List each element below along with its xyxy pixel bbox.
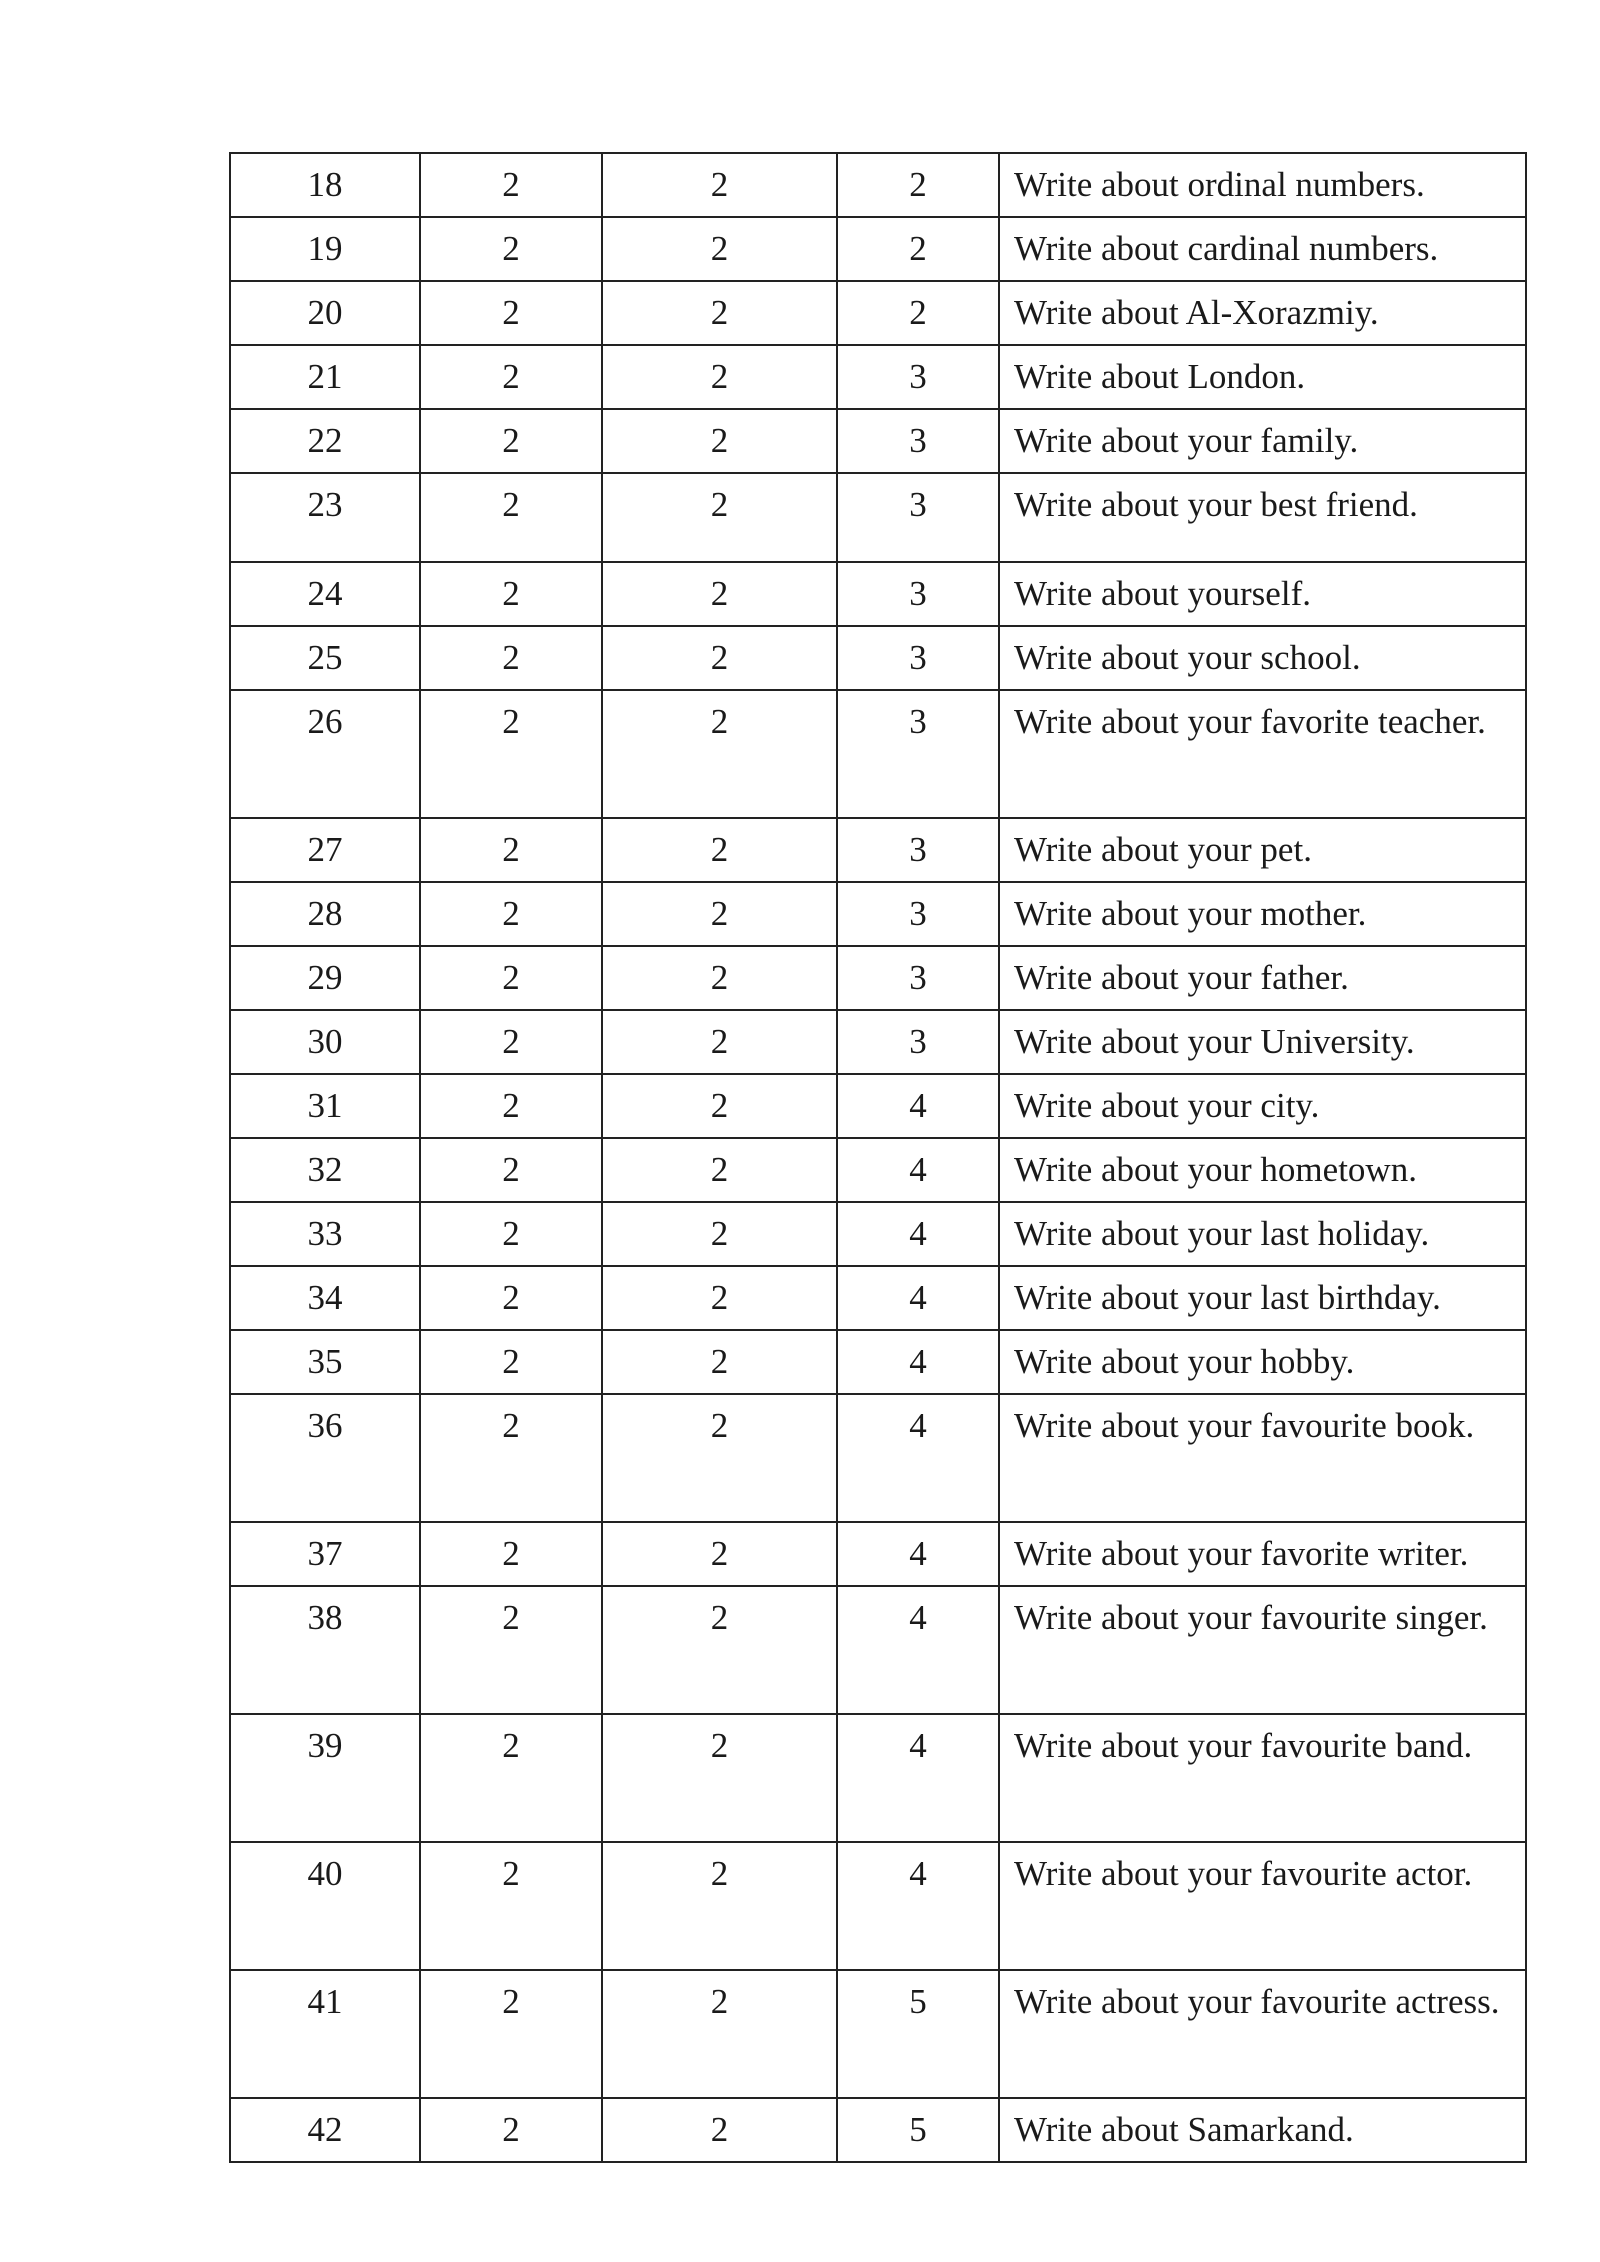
value-cell-a: 2 [420,1394,602,1522]
value-cell-c: 4 [837,1522,999,1586]
task-cell: Write about Al-Xorazmiy. [999,281,1526,345]
value-cell-c: 4 [837,1842,999,1970]
value-cell-a: 2 [420,345,602,409]
value-cell-b: 2 [602,345,837,409]
value-cell-a: 2 [420,690,602,818]
table-row [230,1138,1526,1202]
table-row [230,818,1526,882]
value-cell-c: 3 [837,946,999,1010]
value-cell-c: 4 [837,1394,999,1522]
row-number-cell: 18 [230,153,420,217]
task-cell: Write about your favourite singer. [999,1586,1526,1714]
value-cell-a: 2 [420,1266,602,1330]
value-cell-a: 2 [420,1522,602,1586]
value-cell-b: 2 [602,473,837,562]
value-cell-c: 3 [837,409,999,473]
row-number-cell: 33 [230,1202,420,1266]
table-row [230,409,1526,473]
value-cell-a: 2 [420,1714,602,1842]
table-row [230,1522,1526,1586]
table-row [230,562,1526,626]
table-row [230,882,1526,946]
value-cell-c: 3 [837,473,999,562]
task-cell: Write about your family. [999,409,1526,473]
task-cell: Write about ordinal numbers. [999,153,1526,217]
row-number-cell: 21 [230,345,420,409]
task-cell: Write about your school. [999,626,1526,690]
value-cell-a: 2 [420,1138,602,1202]
value-cell-c: 3 [837,818,999,882]
value-cell-b: 2 [602,626,837,690]
row-number-cell: 25 [230,626,420,690]
value-cell-b: 2 [602,1714,837,1842]
task-cell: Write about your favourite actress. [999,1970,1526,2098]
row-number-cell: 37 [230,1522,420,1586]
row-number-cell: 27 [230,818,420,882]
row-number-cell: 31 [230,1074,420,1138]
value-cell-b: 2 [602,409,837,473]
table-row [230,1010,1526,1074]
value-cell-c: 5 [837,2098,999,2162]
value-cell-c: 5 [837,1970,999,2098]
task-cell: Write about yourself. [999,562,1526,626]
value-cell-a: 2 [420,409,602,473]
writing-tasks-table [229,152,1527,2163]
value-cell-b: 2 [602,1842,837,1970]
table-row [230,345,1526,409]
value-cell-a: 2 [420,2098,602,2162]
table-row [230,281,1526,345]
task-cell: Write about your hobby. [999,1330,1526,1394]
value-cell-a: 2 [420,217,602,281]
row-number-cell: 42 [230,2098,420,2162]
task-cell: Write about your favourite actor. [999,1842,1526,1970]
value-cell-b: 2 [602,946,837,1010]
value-cell-a: 2 [420,153,602,217]
value-cell-b: 2 [602,1074,837,1138]
row-number-cell: 24 [230,562,420,626]
value-cell-c: 4 [837,1138,999,1202]
table-row [230,1586,1526,1714]
value-cell-b: 2 [602,217,837,281]
task-cell: Write about your favorite teacher. [999,690,1526,818]
value-cell-c: 3 [837,1010,999,1074]
value-cell-b: 2 [602,1010,837,1074]
value-cell-c: 4 [837,1074,999,1138]
task-cell: Write about your pet. [999,818,1526,882]
table-row [230,1202,1526,1266]
value-cell-a: 2 [420,882,602,946]
table-row [230,1970,1526,2098]
table-row [230,153,1526,217]
value-cell-a: 2 [420,1202,602,1266]
row-number-cell: 26 [230,690,420,818]
value-cell-c: 3 [837,626,999,690]
row-number-cell: 20 [230,281,420,345]
table-row [230,473,1526,562]
table-row [230,690,1526,818]
task-cell: Write about your mother. [999,882,1526,946]
table-row [230,1074,1526,1138]
value-cell-b: 2 [602,562,837,626]
value-cell-b: 2 [602,2098,837,2162]
value-cell-a: 2 [420,1970,602,2098]
value-cell-b: 2 [602,1970,837,2098]
value-cell-a: 2 [420,1074,602,1138]
value-cell-c: 3 [837,690,999,818]
value-cell-c: 4 [837,1714,999,1842]
task-cell: Write about your best friend. [999,473,1526,562]
table-row [230,1394,1526,1522]
value-cell-a: 2 [420,1842,602,1970]
task-cell: Write about your hometown. [999,1138,1526,1202]
row-number-cell: 32 [230,1138,420,1202]
value-cell-b: 2 [602,882,837,946]
table-row [230,2098,1526,2162]
row-number-cell: 22 [230,409,420,473]
table-row [230,1714,1526,1842]
table-row [230,946,1526,1010]
value-cell-a: 2 [420,1010,602,1074]
value-cell-c: 2 [837,217,999,281]
value-cell-a: 2 [420,946,602,1010]
value-cell-b: 2 [602,690,837,818]
value-cell-b: 2 [602,1394,837,1522]
row-number-cell: 19 [230,217,420,281]
value-cell-a: 2 [420,473,602,562]
value-cell-b: 2 [602,1138,837,1202]
row-number-cell: 39 [230,1714,420,1842]
row-number-cell: 23 [230,473,420,562]
value-cell-c: 2 [837,281,999,345]
table-row [230,1842,1526,1970]
table-row [230,1330,1526,1394]
task-cell: Write about your University. [999,1010,1526,1074]
value-cell-c: 4 [837,1202,999,1266]
value-cell-a: 2 [420,1330,602,1394]
table-row [230,1266,1526,1330]
value-cell-b: 2 [602,1202,837,1266]
value-cell-c: 2 [837,153,999,217]
task-cell: Write about London. [999,345,1526,409]
table-row [230,626,1526,690]
value-cell-b: 2 [602,1266,837,1330]
value-cell-b: 2 [602,153,837,217]
value-cell-c: 4 [837,1586,999,1714]
task-cell: Write about your favorite writer. [999,1522,1526,1586]
table-row [230,217,1526,281]
row-number-cell: 41 [230,1970,420,2098]
row-number-cell: 40 [230,1842,420,1970]
value-cell-b: 2 [602,281,837,345]
row-number-cell: 36 [230,1394,420,1522]
value-cell-a: 2 [420,281,602,345]
row-number-cell: 38 [230,1586,420,1714]
task-cell: Write about your last holiday. [999,1202,1526,1266]
task-cell: Write about your last birthday. [999,1266,1526,1330]
task-cell: Write about your favourite band. [999,1714,1526,1842]
value-cell-a: 2 [420,1586,602,1714]
task-cell: Write about your city. [999,1074,1526,1138]
value-cell-b: 2 [602,1522,837,1586]
value-cell-a: 2 [420,562,602,626]
row-number-cell: 34 [230,1266,420,1330]
value-cell-a: 2 [420,626,602,690]
row-number-cell: 35 [230,1330,420,1394]
task-cell: Write about your favourite book. [999,1394,1526,1522]
value-cell-c: 3 [837,562,999,626]
value-cell-b: 2 [602,1330,837,1394]
value-cell-a: 2 [420,818,602,882]
value-cell-c: 3 [837,345,999,409]
row-number-cell: 28 [230,882,420,946]
task-cell: Write about Samarkand. [999,2098,1526,2162]
value-cell-c: 4 [837,1330,999,1394]
value-cell-b: 2 [602,1586,837,1714]
row-number-cell: 30 [230,1010,420,1074]
task-cell: Write about cardinal numbers. [999,217,1526,281]
task-cell: Write about your father. [999,946,1526,1010]
value-cell-b: 2 [602,818,837,882]
value-cell-c: 4 [837,1266,999,1330]
value-cell-c: 3 [837,882,999,946]
row-number-cell: 29 [230,946,420,1010]
